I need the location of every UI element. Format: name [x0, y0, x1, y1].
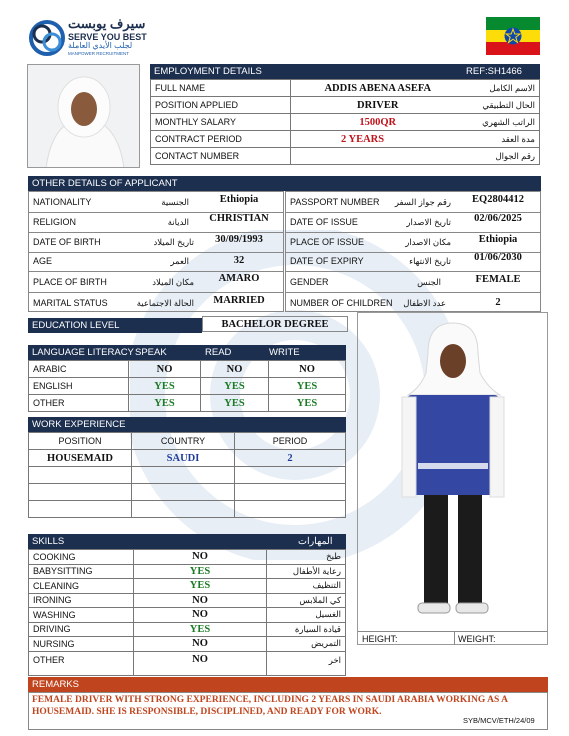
table-row: [151, 131, 540, 148]
applicant-portrait-photo: [27, 64, 140, 168]
position-applied-value: DRIVER: [291, 97, 465, 114]
table-row: [29, 378, 346, 395]
passport-number-value: EQ2804412: [472, 194, 524, 205]
logo-english-name: SERVE YOU BEST: [68, 32, 147, 42]
nationality-value: Ethiopia: [219, 194, 259, 205]
table-row: [29, 395, 346, 412]
skill-arabic: التمريض: [267, 637, 346, 652]
table-row: [151, 80, 540, 97]
ethiopia-flag: [486, 17, 540, 55]
table-row: [29, 579, 346, 594]
english-write: YES: [269, 378, 346, 395]
date-of-issue-arabic: تاريخ الاصدار: [406, 217, 451, 227]
full-name-arabic: الاسم الكامل: [465, 80, 540, 97]
monthly-salary-arabic: الراتب الشهري: [465, 114, 540, 131]
skill-arabic: رعاية الأطفال: [267, 564, 346, 579]
place-of-birth-value: AMARO: [218, 273, 260, 284]
religion-label: RELIGION: [33, 217, 77, 227]
skill-name: CLEANING: [29, 579, 134, 594]
place-of-birth-arabic: مكان الميلاد: [152, 277, 194, 287]
contract-period-arabic: مدة العقد: [465, 131, 540, 148]
height-label: HEIGHT:: [362, 634, 398, 644]
number-of-children-value: 2: [495, 297, 501, 308]
other-details-left-block: [28, 191, 284, 312]
language-name: OTHER: [29, 395, 129, 412]
arabic-write: NO: [269, 361, 346, 378]
date-of-birth-arabic: تاريخ الميلاد: [153, 237, 194, 247]
table-row: [29, 564, 346, 579]
skill-value: YES: [134, 622, 267, 637]
table-row: [29, 593, 346, 608]
date-of-issue-label: DATE OF ISSUE: [290, 217, 358, 227]
full-name-value: ADDIS ABENA ASEFA: [291, 80, 465, 97]
religion-value: CHRISTIAN: [209, 213, 269, 224]
remarks-line-2: HOUSEMAID. SHE IS RESPONSIBLE, DISCIPLINED, AND READY FOR WORK.: [32, 707, 382, 717]
skill-name: IRONING: [29, 593, 134, 608]
table-row: [29, 550, 346, 565]
company-logo: [28, 16, 147, 60]
applicant-full-body-photo-frame: [357, 312, 548, 645]
other-details-right-block: [285, 191, 541, 312]
monthly-salary-value: 1500QR: [291, 114, 465, 131]
work-position: HOUSEMAID: [29, 450, 132, 467]
table-row: [151, 114, 540, 131]
position-applied-label: POSITION APPLIED: [151, 97, 291, 114]
language-literacy-table: [28, 360, 346, 412]
logo-emblem-icon: [28, 18, 66, 58]
reference-number: REF:SH1466: [466, 66, 522, 77]
footer-code: SYB/MCV/ETH/24/09: [463, 716, 535, 725]
work-period: 2: [235, 450, 346, 467]
weight-label: WEIGHT:: [458, 634, 496, 644]
place-of-issue-arabic: مكان الاصدار: [405, 237, 451, 247]
logo-arabic-name: سيرف يوبست: [68, 16, 146, 31]
skill-arabic: اخر: [267, 651, 346, 675]
skill-arabic: كي الملابس: [267, 593, 346, 608]
place-of-issue-label: PLACE OF ISSUE: [290, 237, 365, 247]
applicant-full-body-photo: [358, 313, 547, 631]
table-row: [29, 484, 346, 501]
skill-name: NURSING: [29, 637, 134, 652]
logo-arabic-tagline: لجلب الأيدي العاملة: [68, 41, 133, 50]
skills-header: [28, 534, 346, 549]
work-country: SAUDI: [132, 450, 235, 467]
language-literacy-title: LANGUAGE LITERACY: [32, 347, 134, 358]
number-of-children-label: NUMBER OF CHILDREN: [290, 298, 393, 308]
arabic-speak: NO: [129, 361, 201, 378]
skill-value: YES: [134, 564, 267, 579]
full-name-label: FULL NAME: [151, 80, 291, 97]
employment-details-header: [150, 64, 540, 79]
education-level-label: EDUCATION LEVEL: [28, 318, 202, 333]
table-row: [151, 97, 540, 114]
star-emblem-icon: [503, 26, 523, 46]
table-row: [29, 651, 346, 675]
contract-period-label: CONTRACT PERIOD: [151, 131, 291, 148]
skill-name: COOKING: [29, 550, 134, 565]
place-of-issue-value: Ethiopia: [478, 234, 518, 245]
language-name: ARABIC: [29, 361, 129, 378]
remarks-body: [28, 692, 548, 730]
table-row: [29, 501, 346, 518]
logo-tagline: MANPOWER RECRUITMENT: [68, 51, 129, 56]
skills-table: [28, 549, 346, 676]
skills-title-arabic: المهارات: [298, 536, 333, 547]
skill-name: WASHING: [29, 608, 134, 623]
skill-value: NO: [134, 637, 267, 652]
skill-name: DRIVING: [29, 622, 134, 637]
employment-details-table: [150, 79, 540, 165]
work-experience-header: WORK EXPERIENCE: [28, 417, 346, 432]
monthly-salary-label: MONTHLY SALARY: [151, 114, 291, 131]
age-arabic: العمر: [170, 256, 189, 266]
table-row: [29, 622, 346, 637]
date-of-expiry-label: DATE OF EXPIRY: [290, 256, 364, 266]
religion-arabic: الديانة: [167, 217, 189, 227]
age-value: 32: [233, 255, 245, 266]
skill-value: NO: [134, 608, 267, 623]
table-row: [29, 467, 346, 484]
marital-status-arabic: الحالة الاجتماعية: [136, 298, 194, 308]
passport-number-arabic: رقم جواز السفر: [394, 197, 451, 207]
other-speak: YES: [129, 395, 201, 412]
age-label: AGE: [33, 256, 53, 266]
english-read: YES: [201, 378, 269, 395]
gender-arabic: الجنس: [417, 277, 441, 287]
other-details-header: OTHER DETAILS OF APPLICANT: [28, 176, 541, 191]
speak-column-header: SPEAK: [135, 347, 167, 358]
date-of-issue-value: 02/06/2025: [474, 213, 522, 224]
gender-label: GENDER: [290, 277, 329, 287]
skills-title: SKILLS: [32, 536, 65, 547]
country-column-header: COUNTRY: [132, 433, 235, 450]
write-column-header: WRITE: [269, 347, 300, 358]
skill-name: OTHER: [29, 651, 134, 675]
skill-arabic: طبخ: [267, 550, 346, 565]
language-literacy-header: [28, 345, 346, 360]
education-level-value: BACHELOR DEGREE: [202, 316, 348, 332]
passport-number-label: PASSPORT NUMBER: [290, 197, 380, 207]
skill-value: NO: [134, 550, 267, 565]
other-read: YES: [201, 395, 269, 412]
english-speak: YES: [129, 378, 201, 395]
place-of-birth-label: PLACE OF BIRTH: [33, 277, 107, 287]
date-of-expiry-value: 01/06/2030: [474, 252, 522, 263]
marital-status-label: MARITAL STATUS: [33, 298, 108, 308]
period-column-header: PERIOD: [235, 433, 346, 450]
table-row: [151, 148, 540, 165]
contact-number-label: CONTACT NUMBER: [151, 148, 291, 165]
employment-details-title: EMPLOYMENT DETAILS: [154, 66, 262, 77]
contact-number-arabic: رقم الجوال: [465, 148, 540, 165]
table-row: [29, 608, 346, 623]
number-of-children-arabic: عدد الاطفال: [403, 298, 446, 308]
skill-value: YES: [134, 579, 267, 594]
skill-name: BABYSITTING: [29, 564, 134, 579]
language-name: ENGLISH: [29, 378, 129, 395]
remarks-header: [28, 677, 548, 692]
table-row: [29, 361, 346, 378]
contact-number-value: [291, 148, 465, 165]
date-of-expiry-arabic: تاريخ الانتهاء: [409, 256, 451, 266]
table-row: [29, 450, 346, 467]
skill-arabic: التنظيف: [267, 579, 346, 594]
nationality-label: NATIONALITY: [33, 197, 92, 207]
work-experience-table: [28, 432, 346, 518]
contract-period-value: 2 YEARS: [291, 131, 465, 148]
date-of-birth-value: 30/09/1993: [215, 234, 263, 245]
table-row: [29, 637, 346, 652]
nationality-arabic: الجنسية: [161, 197, 189, 207]
marital-status-value: MARRIED: [213, 295, 265, 306]
position-column-header: POSITION: [29, 433, 132, 450]
read-column-header: READ: [205, 347, 232, 358]
gender-value: FEMALE: [475, 274, 521, 285]
table-row: [29, 433, 346, 450]
remarks-line-1: FEMALE DRIVER WITH STRONG EXPERIENCE, INCLUDING 2 YEARS IN SAUDI ARABIA WORKING AS A: [32, 695, 508, 705]
remarks-title: REMARKS: [32, 679, 79, 690]
skill-value: NO: [134, 593, 267, 608]
skill-arabic: قيادة السيارة: [267, 622, 346, 637]
date-of-birth-label: DATE OF BIRTH: [33, 237, 101, 247]
arabic-read: NO: [201, 361, 269, 378]
position-applied-arabic: الحال التطبيقي: [465, 97, 540, 114]
skill-arabic: الغسيل: [267, 608, 346, 623]
skill-value: NO: [134, 651, 267, 675]
other-write: YES: [269, 395, 346, 412]
